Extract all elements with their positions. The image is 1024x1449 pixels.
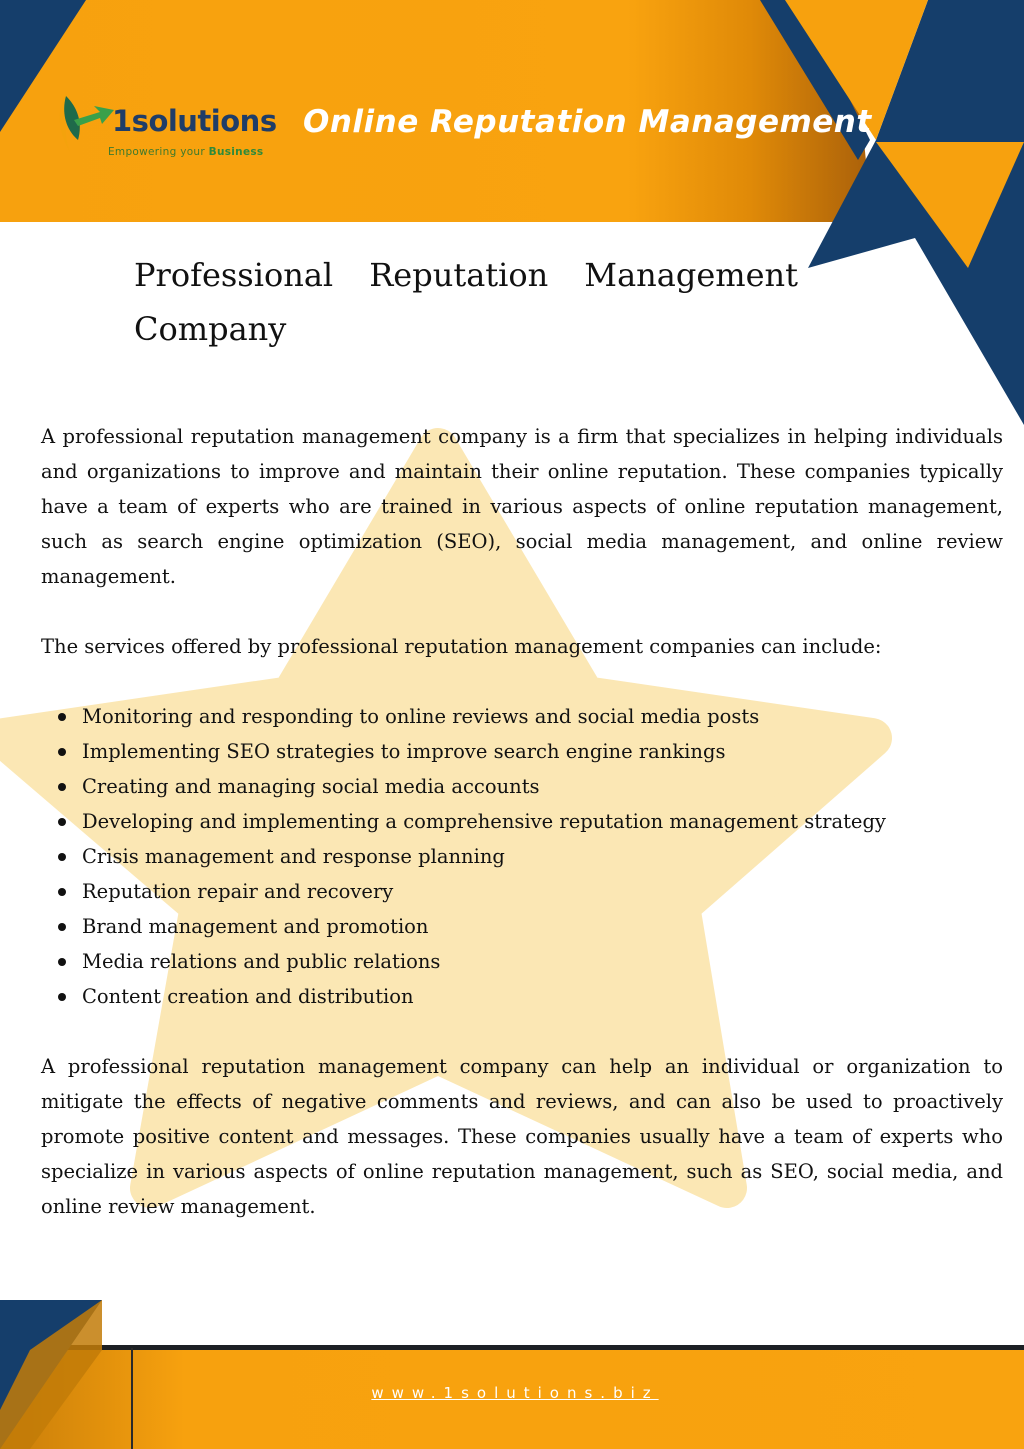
logo-tagline-highlight: Business xyxy=(208,146,264,158)
services-intro: The services offered by professional reputation management companies can include: xyxy=(41,635,882,658)
footer-url-link[interactable]: www.1solutions.biz xyxy=(371,1384,659,1402)
list-item: Creating and managing social media accounts xyxy=(82,769,1003,804)
footer-top-rule xyxy=(0,1345,1024,1350)
closing-paragraph: A professional reputation management company can help an individual or organization to mitigate the effects of negative comments and reviews, and can also be used to proactively promote positive content and messages. These companies usually have a team of experts who specialize in various aspects of online reputation management, such as SEO, social media, and online review management. xyxy=(41,1055,1003,1218)
main-content xyxy=(41,419,1003,1224)
list-item: Monitoring and responding to online reviews and social media posts xyxy=(82,699,1003,734)
header-title: Online Reputation Management xyxy=(303,104,872,140)
list-item: Implementing SEO strategies to improve search engine rankings xyxy=(82,734,1003,769)
list-item: Brand management and promotion xyxy=(82,909,1003,944)
services-list xyxy=(41,699,1003,1014)
logo-tagline: Empowering your Business xyxy=(108,146,264,158)
logo-name: 1solutions xyxy=(112,104,277,138)
logo[interactable] xyxy=(52,90,284,162)
list-item: Crisis management and response planning xyxy=(82,839,1003,874)
intro-paragraph: A professional reputation management company is a firm that specializes in helping individuals and organizations to improve and maintain their online reputation. These companies typically have a team of experts who are trained in various aspects of online reputation management, such as search engine optimization (SEO), social media management, and online review management. xyxy=(41,425,1003,588)
list-item: Developing and implementing a comprehensive reputation management strategy xyxy=(82,804,1003,839)
list-item: Media relations and public relations xyxy=(82,944,1003,979)
list-item: Reputation repair and recovery xyxy=(82,874,1003,909)
list-item: Content creation and distribution xyxy=(82,979,1003,1014)
page-title: Professional Reputation Management Company xyxy=(134,256,798,348)
